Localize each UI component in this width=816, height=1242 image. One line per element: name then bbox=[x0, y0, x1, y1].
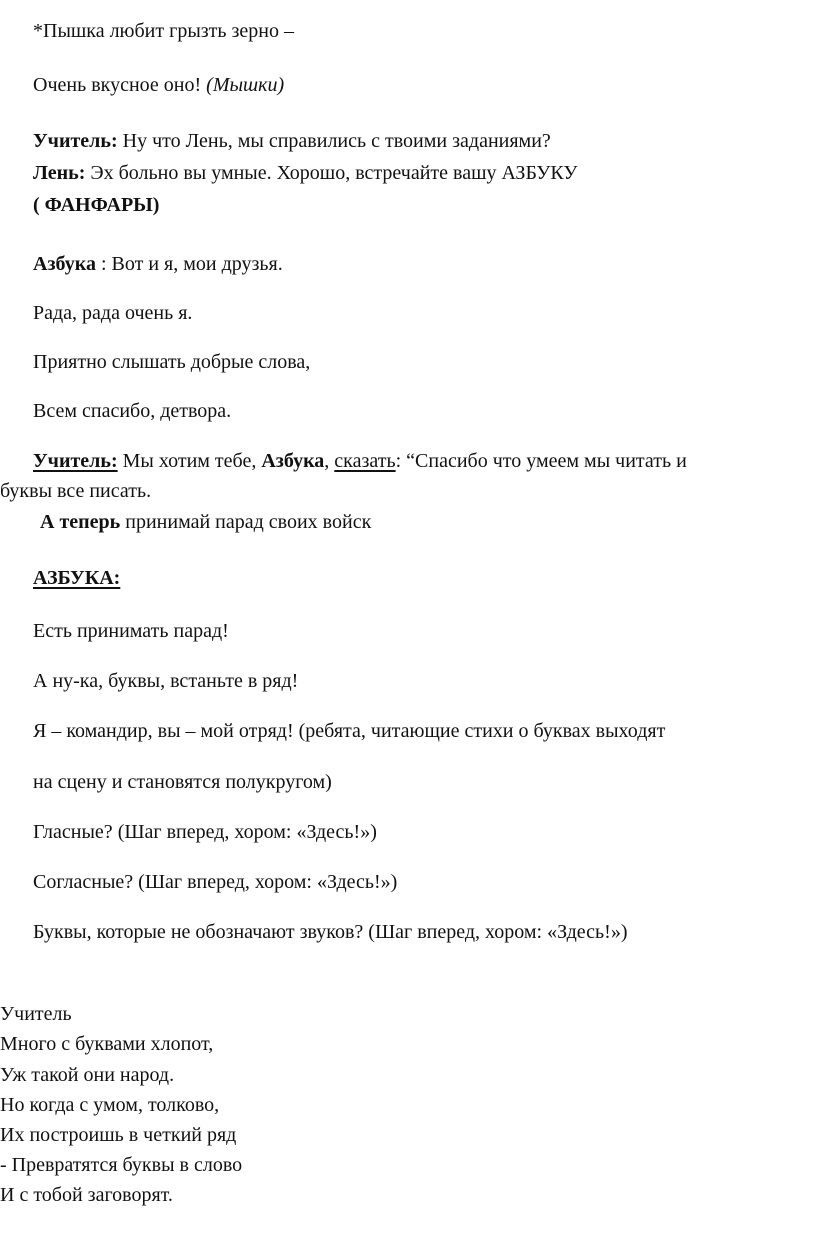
poem-line: Учитель bbox=[0, 1003, 72, 1025]
poem-line: И с тобой заговорят. bbox=[0, 1184, 173, 1206]
text-line: Гласные? (Шаг вперед, хором: «Здесь!») bbox=[33, 821, 377, 843]
text-line: А ну-ка, буквы, встаньте в ряд! bbox=[33, 670, 299, 692]
poem-line: Их построишь в четкий ряд bbox=[0, 1124, 237, 1146]
text-line: на сцену и становятся полукругом) bbox=[33, 771, 332, 793]
section-heading: АЗБУКА: bbox=[33, 567, 121, 589]
text-line: Приятно слышать добрые слова, bbox=[33, 351, 311, 373]
text-line: Есть принимать парад! bbox=[33, 620, 229, 642]
dialogue-line: Учитель: Мы хотим тебе, Азбука, сказать: “Спасибо что умеем мы читать и bbox=[33, 450, 687, 472]
poem-line: Но когда с умом, толково, bbox=[0, 1094, 220, 1116]
text-line: *Пышка любит грызть зерно – bbox=[33, 20, 294, 42]
stage-direction: ( ФАНФАРЫ) bbox=[33, 194, 160, 216]
poem-line: Много с буквами хлопот, bbox=[0, 1033, 214, 1055]
text-line: А теперь принимай парад своих войск bbox=[40, 511, 372, 533]
speaker-label: Учитель: bbox=[33, 450, 118, 472]
text-line: Согласные? (Шаг вперед, хором: «Здесь!») bbox=[33, 871, 398, 893]
speaker-label: Учитель: bbox=[33, 130, 118, 152]
stage-direction: (Мышки) bbox=[206, 74, 285, 96]
text-line: Очень вкусное оно! (Мышки) bbox=[33, 74, 285, 96]
dialogue-line: Азбука : Вот и я, мои друзья. bbox=[33, 253, 283, 275]
poem-line: Уж такой они народ. bbox=[0, 1064, 175, 1086]
text-line: Я – командир, вы – мой отряд! (ребята, читающие стихи о буквах выходят bbox=[33, 720, 666, 742]
poem-line: - Превратятся буквы в слово bbox=[0, 1154, 243, 1176]
dialogue-line: Лень: Эх больно вы умные. Хорошо, встречайте вашу АЗБУКУ bbox=[33, 162, 578, 184]
dialogue-line: Учитель: Ну что Лень, мы справились с твоими заданиями? bbox=[33, 130, 551, 152]
text-line: буквы все писать. bbox=[0, 480, 152, 502]
speaker-label: Лень: bbox=[33, 162, 86, 184]
text-line: Всем спасибо, детвора. bbox=[33, 400, 232, 422]
text-line: Рада, рада очень я. bbox=[33, 302, 193, 324]
speaker-label: Азбука bbox=[33, 253, 96, 275]
text-line: Буквы, которые не обозначают звуков? (Шаг вперед, хором: «Здесь!») bbox=[33, 921, 628, 943]
